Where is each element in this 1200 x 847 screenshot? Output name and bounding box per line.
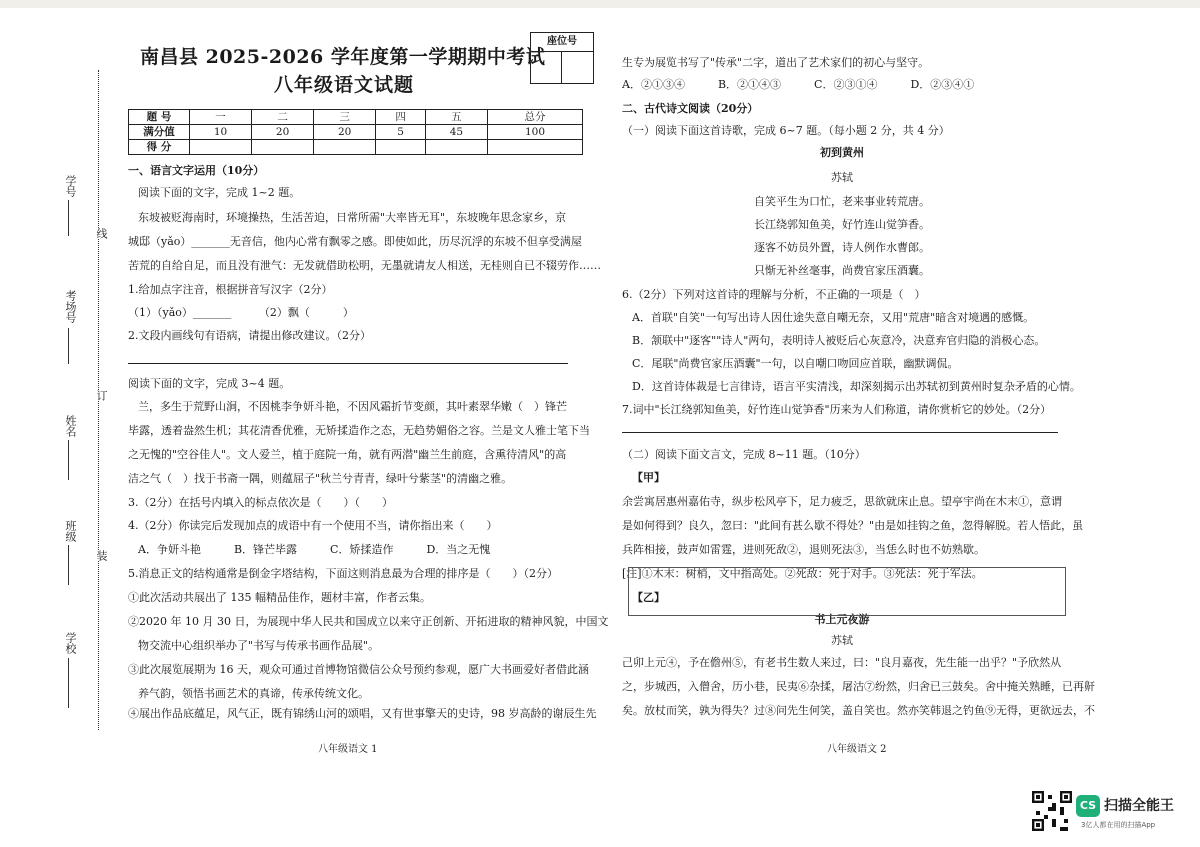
passage-author: 苏轼	[831, 634, 853, 647]
question-text: 阅读下面的文字，完成 3~4 题。	[128, 377, 291, 390]
passage-line: 之，步城西，入僧舍，历小巷，民夷⑥杂揉，屠沽⑦纷然，归舍已三鼓矣。舍中掩关熟睡，已再鼾	[622, 680, 1095, 693]
exam-no-blank	[68, 328, 69, 364]
passage-line: 养气韵，领悟书画艺术的真谛，传承传统文化。	[138, 687, 369, 700]
exam-no-label: 考场号	[64, 290, 77, 323]
passage-line: 物交流中心组织举办了"书写与传承书画作品展"。	[138, 639, 380, 652]
passage-line: 余尝寓居惠州嘉佑寺，纵步松风亭下，足力疲乏，思欲就床止息。望亭宇尚在木末①，意谓	[622, 495, 1062, 508]
question-text: 4.（2分）你读完后发现加点的成语中有一个使用不当，请你指出来（ ）	[128, 519, 498, 532]
passage-line: 矣。放杖而笑，孰为得失？过⑧问先生何笑，盖自笑也。然亦笑韩退之钓鱼⑨无得，更欲远去，不	[622, 704, 1095, 717]
passage-line: ②2020 年 10 月 30 日，为展现中华人民共和国成立以来守正创新、开拓进取的精神风貌，中国文	[128, 615, 609, 628]
name-label: 姓名	[64, 415, 77, 437]
class-label: 班级	[64, 520, 77, 542]
exam-subtitle: 八年级语文试题	[274, 74, 415, 96]
score-table-row: 得 分	[129, 140, 583, 155]
question-text: 阅读下面的文字，完成 1~2 题。	[138, 186, 301, 199]
answer-options: A．②①③④ B．②①④③ C．②③①④ D．②③④①	[622, 78, 975, 91]
exam-page-2	[622, 18, 1095, 755]
school-label: 学校	[64, 632, 77, 654]
poem-author: 苏轼	[831, 171, 853, 184]
question-text: 3.（2分）在括号内填入的标点依次是（ ）（ ）	[128, 496, 393, 509]
poem-line: 只惭无补丝毫事，尚费官家压酒囊。	[754, 264, 930, 277]
answer-line	[128, 363, 568, 364]
school-blank	[68, 658, 69, 708]
answer-option: B．颔联中"逐客""诗人"两句，表明诗人被贬后心灰意冷，决意弃官归隐的消极心态。	[632, 334, 1046, 347]
score-table-row: 满分值 10 20 20 5 45 100	[129, 125, 583, 140]
qr-code-icon	[1032, 791, 1072, 831]
answer-option: C．尾联"尚费官家压酒囊"一句，以自嘲口吻回应首联，幽默调侃。	[632, 357, 959, 370]
passage-line: 是如何得到？良久，忽曰："此间有甚么歇不得处？"由是如挂钩之鱼，忽得解脱。若人悟此，虽	[622, 519, 1084, 532]
poem-line: 自笑平生为口忙，老来事业转荒唐。	[754, 195, 930, 208]
passage-label: 【甲】	[632, 471, 665, 484]
camscanner-tagline: 3亿人都在用的扫描App	[1081, 821, 1156, 829]
passage-line: 苦荒的自给自足，而且没有泄气：无发就借助松明，无墨就请友人相送，无桂则自已不辍劳作……	[128, 259, 601, 272]
question-text: （一）阅读下面这首诗歌，完成 6~7 题。（每小题 2 分，共 4 分）	[622, 124, 950, 137]
binding-label-staple: 订	[95, 390, 108, 401]
score-table	[128, 109, 583, 155]
question-text: 7.词中"长江绕郭知鱼美，好竹连山觉笋香"历来为人们称道，请你赏析它的妙处。（2分）	[622, 403, 1052, 416]
passage-frame	[628, 567, 1066, 616]
poem-line: 逐客不妨员外置，诗人例作水曹郎。	[754, 241, 930, 254]
seat-number-box	[530, 32, 594, 84]
student-no-blank	[68, 200, 69, 236]
passage-line: 城邸（yǎo）_______无音信，他内心常有飘零之感。即使如此，历尽沉浮的东坡不但享受满屋	[128, 235, 582, 248]
binding-label-line: 线	[95, 228, 108, 239]
page-footer: 八年级语文 2	[827, 744, 887, 755]
section-heading: 二、古代诗文阅读（20分）	[622, 102, 759, 115]
question-text: （二）阅读下面文言文，完成 8~11 题。（10分）	[622, 448, 866, 461]
answer-options: A．争妍斗艳 B．锋芒毕露 C．矫揉造作 D．当之无愧	[138, 543, 491, 556]
answer-option: A．首联"自笑"一句写出诗人因仕途失意自嘲无奈，又用"荒唐"暗含对境遇的感慨。	[632, 311, 1035, 324]
question-text: 6.（2分）下列对这首诗的理解与分析，不正确的一项是（ ）	[622, 288, 926, 301]
poem-line: 长江绕郭知鱼美，好竹连山觉笋香。	[754, 218, 930, 231]
passage-line: 己卯上元④，予在儋州⑤，有老书生数人来过，曰："良月嘉夜，先生能一出乎？"予欣然从	[622, 656, 1062, 669]
name-blank	[68, 440, 69, 480]
question-text: 1.给加点字注音，根据拼音写汉字（2分）	[128, 283, 333, 296]
score-table-row: 题 号 一 二 三 四 五 总分	[129, 110, 583, 125]
question-text: （1）（yǎo）_______ （2）飘（ ）	[128, 306, 354, 319]
seat-number-label: 座位号	[531, 33, 593, 52]
passage-title: 书上元夜游	[814, 613, 870, 626]
class-blank	[68, 545, 69, 585]
passage-line: ③此次展览展期为 16 天，观众可通过首博物馆微信公众号预约参观，愿广大书画爱好者借此涵	[128, 663, 589, 676]
passage-line: 之无愧的"空谷佳人"。文人爱兰，植于庭院一角，就有两潜"幽兰生前庭，含熏待清风"的高	[128, 448, 567, 461]
passage-line: 生专为展览书写了"传承"二字，道出了艺术家们的初心与坚守。	[622, 56, 930, 69]
passage-line: 毕露，透着盎然生机；其花清香优雅，无矫揉造作之态，无趋势媚俗之容。兰是文人雅士笔下当	[128, 424, 590, 437]
answer-line	[622, 432, 1058, 433]
question-text: 2.文段内画线句有语病，请提出修改建议。（2分）	[128, 329, 371, 342]
question-text: 5.消息正文的结构通常是倒金字塔结构，下面这则消息最为合理的排序是（ ）（2分）	[128, 567, 558, 580]
passage-line: 兰，多生于荒野山涧，不因桃李争妍斗艳，不因风霜折节变颜，其叶素翠华嫩（ ）锋芒	[138, 400, 567, 413]
section-heading: 一、语言文字运用（10分）	[128, 164, 265, 177]
camscanner-logo-icon: CS	[1076, 795, 1100, 817]
passage-line: 兵阵相接，鼓声如雷霆，进则死敌②，退则死法③，当恁么时也不妨熟歇。	[622, 543, 985, 556]
poem-title: 初到黄州	[820, 146, 864, 159]
binding-label-bind: 装	[95, 550, 108, 561]
passage-line: ④展出作品底蕴足，风气正，既有锦绣山河的颂唱，又有世事擎天的史诗，98 岁高龄的谢辰生先	[128, 707, 597, 720]
exam-page-1	[128, 18, 609, 755]
annotation: [注]①木末：树梢，文中指高处。②死敌：死于对手。③死法：死于军法。	[622, 567, 983, 580]
passage-line: ①此次活动共展出了 135 幅精品佳作，题材丰富，作者云集。	[128, 591, 431, 604]
scan-top-edge	[0, 0, 1200, 8]
passage-line: 洁之气（ ）找于书斋一隅，则蕴屈子"秋兰兮青青，绿叶兮紫茎"的清幽之雅。	[128, 472, 513, 485]
passage-label: 【乙】	[632, 591, 665, 604]
camscanner-name: 扫描全能王	[1104, 798, 1174, 814]
exam-title: 南昌县 2025-2026 学年度第一学期期中考试	[140, 46, 546, 68]
page-footer: 八年级语文 1	[318, 744, 378, 755]
answer-option: D．这首诗体裁是七言律诗，语言平实清浅，却深刻揭示出苏轼初到黄州时复杂矛盾的心情。	[632, 380, 1081, 393]
student-no-label: 学号	[64, 175, 77, 197]
passage-line: 东坡被贬海南时，环境操热，生活苦迫，日常所需"大率皆无耳"，东坡晚年思念家乡，京	[138, 211, 567, 224]
